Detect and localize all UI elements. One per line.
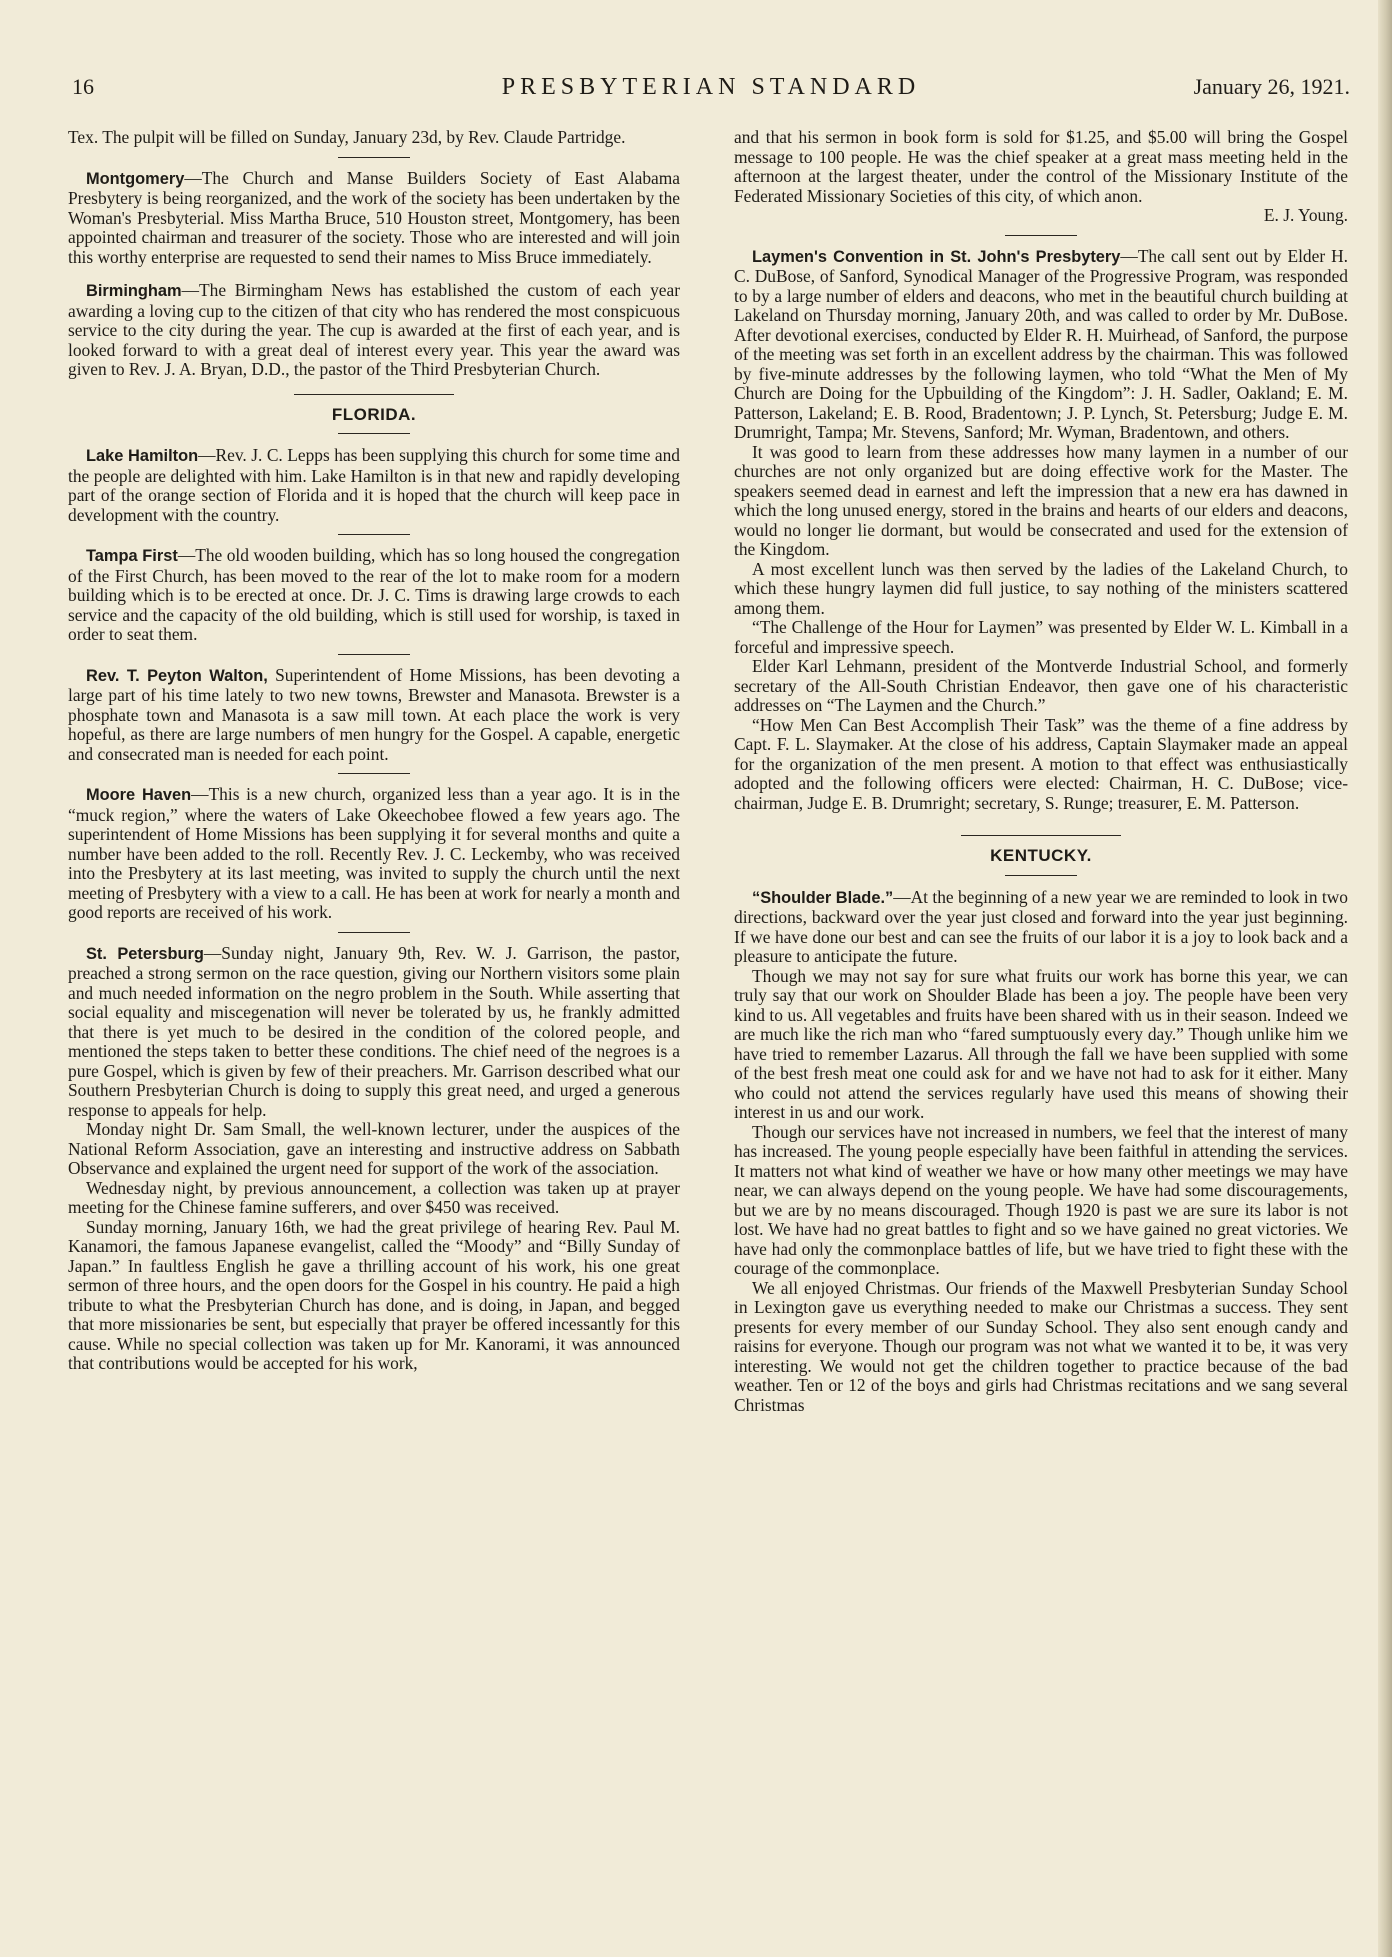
article-lead: Tampa First (86, 547, 178, 565)
divider-rule (338, 157, 410, 158)
article-lead: Moore Haven (86, 786, 192, 804)
article-lead: St. Petersburg (86, 944, 204, 963)
article-lead: “Shoulder Blade.” (752, 888, 894, 907)
article-paragraph: A most excellent lunch was then served by the ladies of the Lakeland Church, to which these hungry laymen did full justice, to say nothing of the ministers scattered among them. (734, 558, 1348, 618)
article-paragraph: Though we may not say for sure what fruits our work has borne this year, we can truly say that our work on Shoulder Blade has been a joy. The people have been very kind to us. All vegetables and fruits have been shared with us in their season. Indeed we are much like the rich man who “fared sumptuously every day.” Though unlike him we have tried to remember Lazarus. All through the fall we have been supplied with some of the best fresh meat one could ask for and we have not had to ask for it either. Many who could not attend the services regularly have used this means of showing their interest in us and our work. (734, 965, 1348, 1122)
article-body: —The call sent out by Elder H. C. DuBose, of Sanford, Synodical Manager of the Progressive Program, was responded to by a large number of elders and deacons, who met in the beautiful church building at Lakeland on Thursday morning, January 20th, and was called to order by Mr. DuBose. After devotional exercises, conducted by Elder R. H. Muirhead, of Sanford, the purpose of the meeting was set forth in an excellent address by the chairman. This was followed by five-minute addresses by the following laymen, who told “What the Men of My Church are Doing for the Upbuilding of the Kingdom”: J. H. Sadler, Oakland; E. M. Patterson, Lakeland; E. B. Rood, Bradentown; J. P. Lynch, St. Petersburg; Judge E. M. Drumright, Tampa; Mr. Stevens, Sanford; Mr. Wyman, Bradentown, and others. (734, 245, 1348, 442)
article-lake-hamilton (68, 446, 680, 525)
section-title: KENTUCKY. (990, 846, 1092, 865)
divider-rule (338, 534, 410, 535)
article-montgomery (68, 169, 680, 268)
article-body: —This is a new church, organized less than a year ago. It is in the “muck region,” where the waters of Lake Okeechobee flowed a few years ago. The superintendent of Home Missions has been supplying it for several months and quite a number have been added to the roll. Recently Rev. J. C. Leckemby, who was received into the Presbytery at its last meeting, was invited to supply the church until the next meeting of Presbytery with a view to a call. He has been at work for nearly a month and good reports are received of his work. (68, 784, 681, 922)
page-number: 16 (72, 74, 94, 99)
article-tampa-first (68, 546, 680, 645)
article-lead: Rev. T. Peyton Walton, (86, 666, 268, 685)
article-st-petersburg (68, 944, 680, 1121)
article-body: —The Birmingham News has established the custom of each year awarding a loving cup to the citizen of that city who has rendered the most conspicuous service to the city during the year. The cup is awarded at the first of each year, and is looked forward to with a great deal of interest every year. This year the award was given to Rev. J. A. Bryan, D.D., the pastor of the Third Presbyterian Church. (68, 280, 680, 379)
divider-rule (338, 654, 410, 655)
article-text: Tex. The pulpit will be filled on Sunday, January 23d, by Rev. Claude Partridge. (68, 127, 626, 147)
article-body: —Sunday night, January 9th, Rev. W. J. Garrison, the pastor, preached a strong sermon on the race question, giving our Northern visitors some plain and much needed information on the negro problem in the South. While asserting that social equality and miscegenation will never be tolerated by us, he frankly admitted that there is yet much to be desired in the condition of the colored people, and mentioned the steps taken to better these conditions. The chief need of the negroes is a pure Gospel, which is given by few of their preachers. Mr. Garrison described what our Southern Presbyterian Church is doing to supply this great need, and urged a generous response to appeals for help. (68, 942, 680, 1120)
masthead-title: PRESBYTERIAN STANDARD (501, 74, 921, 100)
article-paragraph: Wednesday night, by previous announcement, a collection was taken up at prayer meeting for the Chinese famine sufferers, and over $450 was received. (68, 1177, 680, 1217)
article-paragraph: Sunday morning, January 16th, we had the great privilege of hearing Rev. Paul M. Kanamori, the famous Japanese evangelist, called the “Moody” and “Billy Sunday of Japan.” In faultless English he gave a thrilling account of his work, his one great sermon of three hours, and the open doors for the Gospel in his country. He paid a high tribute to what the Presbyterian Church has done, and is doing, in Japan, and begged that more missionaries be sent, but especially that prayer be offered incessantly for this cause. While no special collection was taken up for Mr. Kanorami, it was announced that contributions would be accepted for his work, (68, 1216, 680, 1373)
article-paragraph: Monday night Dr. Sam Small, the well-known lecturer, under the auspices of the National Reform Association, gave an interesting and instructive address on Sabbath Observance and explained the urgent need for support of the work of the association. (68, 1119, 680, 1178)
author-signature: E. J. Young. (1263, 205, 1348, 225)
section-heading-florida (68, 394, 680, 435)
article-lead: Montgomery (86, 169, 185, 188)
divider-rule (338, 773, 410, 774)
article-lead: Birmingham (86, 282, 182, 300)
article-moore-haven (68, 785, 680, 923)
article-birmingham (68, 281, 680, 380)
left-column (68, 128, 680, 1374)
book-spine-edge (1378, 0, 1392, 1957)
divider-rule (1005, 235, 1077, 236)
article-walton (68, 666, 680, 765)
article-text: and that his sermon in book form is sold for $1.25, and $5.00 will bring the Gospel message to 100 people. He was the chief speaker at a great mass meeting held in the afternoon at the largest theater, under the control of the Missionary Institute of the Federated Missionary Societies of this city, of which anon. (734, 127, 1348, 206)
article-paragraph: We all enjoyed Christmas. Our friends of the Maxwell Presbyterian Sunday School in Lexington gave us everything needed to make our Christmas a success. They sent presents for every member of our Sunday School. They also sent enough candy and raisins for everyone. Though our program was not what we wanted it to be, it was very interesting. We would not get the children together to practice because of the bad weather. Ten or 12 of the boys and girls had Christmas recitations and we sang several Christmas (734, 1277, 1348, 1415)
article-body: —At the beginning of a new year we are reminded to look in two directions, backward over the year just closed and forward into the year just beginning. If we have done our best and can see the fruits of our labor it is a joy to look back and a pleasure to anticipate the future. (734, 886, 1348, 966)
article-body: —Rev. J. C. Lepps has been supplying this church for some time and the people are delighted with him. Lake Hamilton is in that new and rapidly developing part of the orange section of Florida and it is hoped that the church will keep pace in development with the country. (68, 445, 680, 525)
article-body: Superintendent of Home Missions, has been devoting a large part of his time lately to two new towns, Brewster and Manasota. Brewster is a phosphate town and Manasota is a saw mill town. At each place the work is very hopeful, as there are large numbers of men hungry for the Gospel. A capable, energetic and consecrated man is needed for each point. (68, 664, 681, 764)
article-laymens-convention (734, 247, 1348, 443)
article-lead: Laymen's Convention in St. John's Presbytery (752, 247, 1121, 266)
article-paragraph: “How Men Can Best Accomplish Their Task” was the theme of a fine address by Capt. F. L. Slaymaker. At the close of his address, Captain Slaymaker made an appeal for the organization of the men present. A motion to that effect was enthusiastically adopted and the following officers were elected: Chairman, H. C. DuBose; vice-chairman, Judge E. B. Drumright; secretary, S. Runge; treasurer, E. M. Patterson. (734, 714, 1348, 813)
article-paragraph: It was good to learn from these addresses how many laymen in a number of our churches are not only organized but are doing effective work for the Master. The speakers seemed dead in earnest and left the impression that a new era has dawned in which the long unused energy, stored in the brains and hearts of our elders and deacons, would no longer lie dormant, but would be consecrated and used for the extension of the Kingdom. (734, 441, 1348, 559)
issue-date: January 26, 1921. (1193, 74, 1350, 99)
article-shoulder-blade (734, 888, 1348, 967)
right-column (734, 128, 1348, 1415)
section-heading-kentucky (734, 835, 1348, 876)
article-body: —The Church and Manse Builders Society of East Alabama Presbytery is being reorganized, and the work of the society has been undertaken by the Woman's Presbyterial. Miss Martha Bruce, 510 Houston street, Montgomery, has been appointed chairman and treasurer of the society. Those who are interested and will join this worthy enterprise are requested to send their names to Miss Bruce immediately. (68, 167, 680, 267)
article-paragraph: Though our services have not increased in numbers, we feel that the interest of many has increased. The young people especially have been faithful in attending the services. It matters not what kind of weather we have or how many other meetings we may have near, we can always depend on the young people. We have had some discouragements, but we are by no means discouraged. Though 1920 is past we are sure its labor is not lost. We have had no great battles to fight and so we have gained no great victories. We have had only the commonplace battles of life, but we have tried to fight these with the courage of the commonplace. (734, 1121, 1348, 1278)
article-lead: Lake Hamilton (86, 447, 199, 465)
section-title: FLORIDA. (331, 404, 417, 424)
article-paragraph: “The Challenge of the Hour for Laymen” was presented by Elder W. L. Kimball in a forceful and impressive speech. (734, 617, 1348, 657)
article-body: —The old wooden building, which has so long housed the congregation of the First Church, has been moved to the rear of the lot to make room for a modern building which is to be erected at once. Dr. J. C. Tims is drawing large crowds to each service and the capacity of the old building, which is still used for worship, is taxed in order to seat them. (68, 545, 680, 644)
divider-rule (338, 932, 410, 933)
article-paragraph: Elder Karl Lehmann, president of the Montverde Industrial School, and formerly secretary of the All-South Christian Endeavor, then gave one of his characteristic addresses on “The Laymen and the Church.” (734, 656, 1348, 715)
page-header (72, 74, 1350, 110)
